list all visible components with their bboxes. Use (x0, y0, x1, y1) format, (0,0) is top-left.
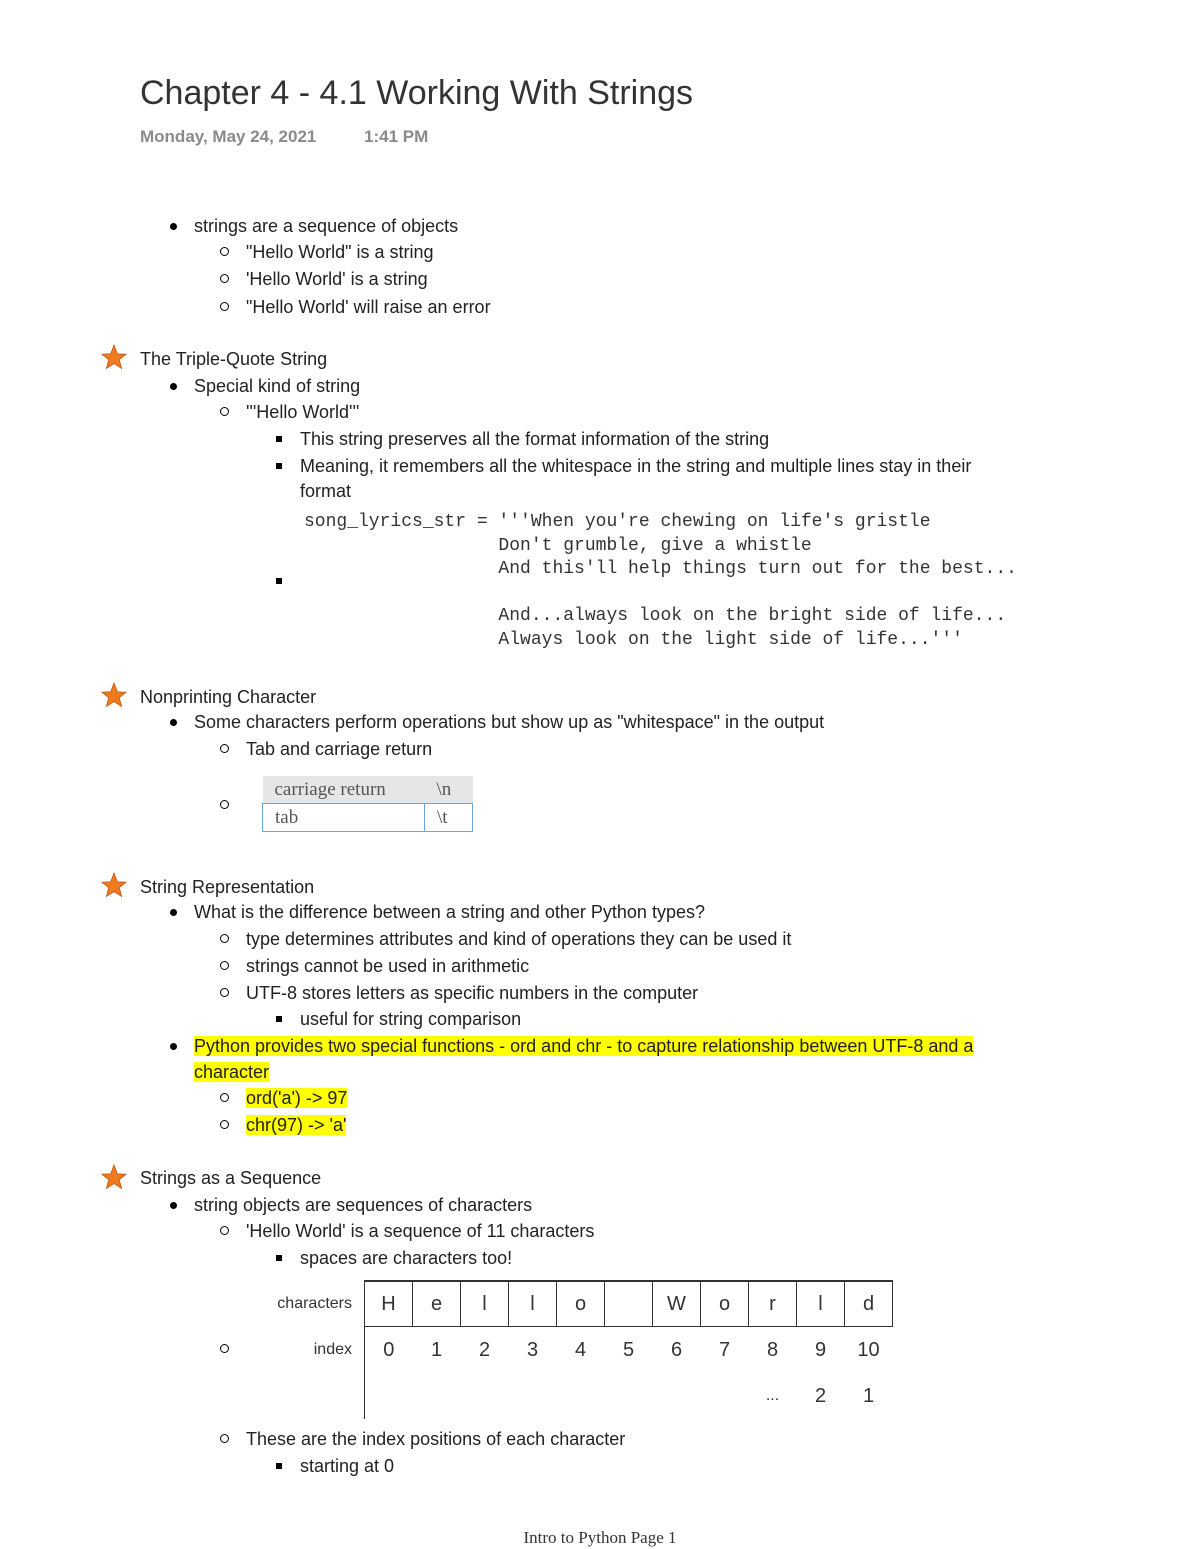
repr-bullet-1: What is the difference between a string and other Python types? (194, 902, 705, 922)
star-icon (101, 344, 127, 370)
index-row (255, 1327, 893, 1374)
index-cell: 9 (814, 1338, 827, 1361)
char-cell: l (461, 1281, 509, 1327)
intro-sub-2: 'Hello World' is a string (246, 269, 428, 289)
seq-sub-1: 'Hello World' is a sequence of 11 characters (246, 1221, 595, 1241)
neg-cell: 1 (862, 1384, 875, 1407)
intro-sub-3: "Hello World' will raise an error (246, 297, 491, 317)
star-icon (101, 682, 127, 708)
page-title: Chapter 4 - 4.1 Working With Strings (140, 74, 694, 112)
index-cell: 10 (857, 1338, 880, 1361)
index-cell: 7 (718, 1338, 731, 1361)
neg-cell (461, 1373, 509, 1419)
char-cell: e (413, 1281, 461, 1327)
neg-cell (365, 1373, 413, 1419)
index-cell: 0 (365, 1327, 413, 1374)
seq-note-2: starting at 0 (300, 1456, 395, 1476)
repr-bullet-2 (194, 1035, 973, 1057)
neg-cell (653, 1373, 701, 1419)
index-cell: 2 (478, 1338, 491, 1361)
neg-cell (509, 1373, 557, 1419)
code-line-4 (304, 582, 1017, 606)
escape-row-tab (263, 804, 473, 832)
neg-cell (413, 1373, 461, 1419)
characters-row (255, 1281, 893, 1327)
escape-table (262, 776, 473, 832)
section-heading-representation: String Representation (140, 877, 315, 897)
characters-label: characters (277, 1294, 352, 1312)
seq-sub-2: These are the index positions of each character (246, 1429, 626, 1449)
neg-cell (605, 1373, 653, 1419)
highlighted-text: Python provides two special functions - ord and chr - to capture relationship between UTF-8 and a (194, 1036, 974, 1056)
index-table (255, 1280, 893, 1419)
triple-note-1: This string preserves all the format information of the string (300, 429, 770, 449)
char-cell: W (653, 1281, 701, 1327)
seq-bullet: string objects are sequences of characters (194, 1195, 533, 1215)
escape-code: \t (425, 804, 473, 832)
code-line-1: song_lyrics_str = '''When you're chewing on life's gristle (304, 512, 931, 532)
index-cell: 8 (766, 1338, 779, 1361)
triple-sub-1: '''Hello World''' (246, 402, 360, 422)
escape-row-carriage-return (263, 776, 473, 804)
index-table-bullet (220, 1344, 229, 1353)
nonprint-sub-1: Tab and carriage return (246, 739, 433, 759)
repr-bullet-2-cont (194, 1061, 269, 1083)
code-line-2: Don't grumble, give a whistle (304, 535, 812, 556)
table-bullet (220, 800, 229, 809)
char-cell: r (749, 1281, 797, 1327)
char-cell (605, 1281, 653, 1327)
code-line-5: And...always look on the bright side of life... (304, 606, 1007, 626)
page-footer: Intro to Python Page 1 (523, 1528, 677, 1547)
repr-sub-chr (246, 1114, 346, 1136)
index-cell: 1 (430, 1338, 443, 1361)
seq-note-1: spaces are characters too! (300, 1248, 513, 1268)
section-heading-sequence: Strings as a Sequence (140, 1168, 322, 1188)
index-cell: 4 (574, 1338, 587, 1361)
page-time: 1:41 PM (364, 127, 429, 146)
repr-sub-2: strings cannot be used in arithmetic (246, 956, 530, 976)
char-cell: o (701, 1281, 749, 1327)
intro-bullet: strings are a sequence of objects (194, 216, 459, 236)
highlighted-text: ord('a') -> 97 (246, 1088, 348, 1108)
escape-code: \n (425, 776, 473, 804)
code-line-3: And this'll help things turn out for the best... (304, 559, 1017, 579)
highlighted-text: character (194, 1062, 270, 1082)
index-cell: 6 (670, 1338, 683, 1361)
escape-name: tab (263, 804, 425, 832)
repr-sub-1: type determines attributes and kind of operations they can be used it (246, 929, 792, 949)
highlighted-text: chr(97) -> 'a' (246, 1115, 347, 1135)
index-cell: 3 (526, 1338, 539, 1361)
code-block (304, 511, 1017, 652)
page-date: Monday, May 24, 2021 (140, 127, 317, 146)
triple-note-2: Meaning, it remembers all the whitespace in the string and multiple lines stay in their (300, 456, 972, 476)
repr-note-1: useful for string comparison (300, 1009, 522, 1029)
char-cell: d (845, 1281, 893, 1327)
index-label: index (313, 1340, 352, 1358)
star-icon (101, 872, 127, 898)
triple-note-2-cont: format (300, 481, 352, 501)
escape-name: carriage return (263, 776, 425, 804)
section-heading-triple-quote: The Triple-Quote String (140, 349, 328, 369)
nonprint-bullet: Some characters perform operations but show up as "whitespace" in the output (194, 712, 825, 732)
index-cell: 5 (622, 1338, 635, 1361)
negative-index-row (255, 1373, 893, 1419)
neg-cell: ... (765, 1387, 780, 1404)
neg-cell: 2 (814, 1384, 827, 1407)
char-cell: H (365, 1281, 413, 1327)
repr-sub-ord (246, 1087, 347, 1109)
repr-sub-3: UTF-8 stores letters as specific numbers in the computer (246, 983, 699, 1003)
neg-cell (557, 1373, 605, 1419)
code-line-6: Always look on the light side of life...''' (304, 629, 963, 650)
star-icon (101, 1164, 127, 1190)
section-heading-nonprinting: Nonprinting Character (140, 687, 317, 707)
triple-bullet: Special kind of string (194, 376, 361, 396)
char-cell: o (557, 1281, 605, 1327)
intro-sub-1: "Hello World" is a string (246, 242, 434, 262)
code-bullet (276, 578, 282, 584)
char-cell: l (509, 1281, 557, 1327)
char-cell: l (797, 1281, 845, 1327)
neg-cell (701, 1373, 749, 1419)
